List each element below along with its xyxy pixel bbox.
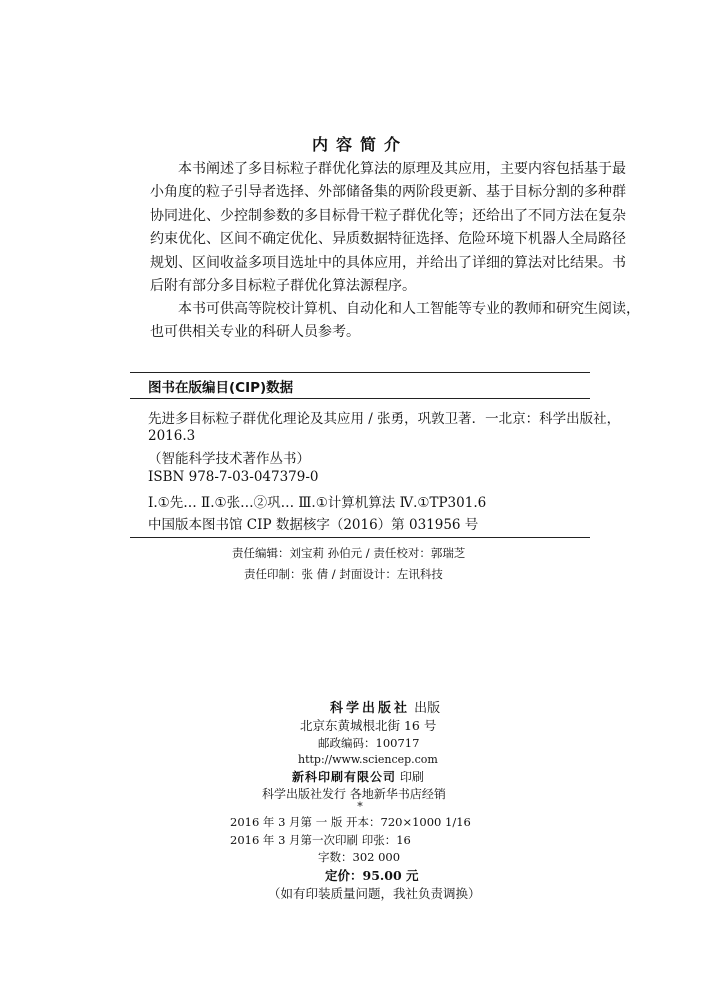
printer-name: 新科印刷有限公司 — [292, 770, 397, 784]
word-count: 字数：302 000 — [318, 850, 401, 864]
cip-top-rule — [130, 372, 590, 373]
publisher-address: 北京东黄城根北街 16 号 — [300, 718, 437, 733]
price: 定价：95.00 元 — [325, 868, 419, 883]
intro-line: 后附有部分多目标粒子群优化算法源程序。 — [150, 278, 416, 295]
credits-editors: 责任编辑：刘宝莉 孙伯元 / 责任校对：郭瑞芝 — [232, 546, 466, 560]
publisher-line — [330, 697, 440, 716]
intro-line: 约束优化、区间不确定优化、异质数据特征选择、危险环境下机器人全局路径 — [150, 231, 626, 248]
publisher-website: http://www.sciencep.com — [298, 753, 438, 766]
distribution-line: 科学出版社发行 各地新华书店经销 — [262, 787, 446, 801]
page-heading: 内容简介 — [311, 135, 408, 154]
publisher-suffix: 出版 — [414, 701, 441, 716]
postcode: 邮政编码：100717 — [318, 736, 420, 750]
cip-header-rule — [130, 398, 590, 399]
cip-number: 中国版本图书馆 CIP 数据核字（2016）第 031956 号 — [148, 517, 479, 533]
intro-line: 协同进化、少控制参数的多目标骨干粒子群优化等；还给出了不同方法在复杂 — [150, 207, 626, 224]
intro-line: 也可供相关专业的科研人员参考。 — [150, 324, 360, 341]
publisher-name: 科学出版社 — [330, 701, 411, 716]
printer-suffix: 印刷 — [399, 770, 424, 784]
cip-header: 图书在版编目(CIP)数据 — [148, 380, 294, 396]
quality-note: （如有印装质量问题，我社负责调换） — [268, 886, 481, 901]
intro-line: 本书阐述了多目标粒子群优化算法的原理及其应用，主要内容包括基于最 — [178, 161, 626, 177]
printing-line: 2016 年 3 月第一次印刷 印张：16 — [230, 833, 411, 847]
cip-classification: Ⅰ.①先… Ⅱ.①张…②巩… Ⅲ.①计算机算法 Ⅳ.①TP301.6 — [148, 495, 487, 511]
intro-paragraph-2 — [150, 298, 640, 345]
printer-line — [292, 768, 424, 785]
separator-star: * — [357, 800, 363, 813]
edition-line: 2016 年 3 月第 一 版 开本：720×1000 1/16 — [230, 815, 471, 829]
cip-entry-line-2: 2016.3 — [148, 428, 196, 444]
intro-line: 小角度的粒子引导者选择、外部储备集的两阶段更新、基于目标分割的多种群 — [150, 184, 626, 201]
cip-entry-line-1: 先进多目标粒子群优化理论及其应用 / 张勇，巩敦卫著．一北京：科学出版社， — [148, 411, 621, 427]
intro-line: 本书可供高等院校计算机、自动化和人工智能等专业的教师和研究生阅读， — [178, 301, 640, 317]
cip-isbn: ISBN 978-7-03-047379-0 — [148, 469, 319, 485]
credits-printing-design: 责任印制：张 倩 / 封面设计：左讯科技 — [244, 567, 443, 581]
cip-bottom-rule — [130, 537, 590, 538]
intro-line: 规划、区间收益多项目选址中的具体应用，并给出了详细的算法对比结果。书 — [150, 254, 626, 271]
cip-series: （智能科学技术著作丛书） — [148, 451, 310, 467]
intro-paragraph-1 — [150, 158, 626, 298]
